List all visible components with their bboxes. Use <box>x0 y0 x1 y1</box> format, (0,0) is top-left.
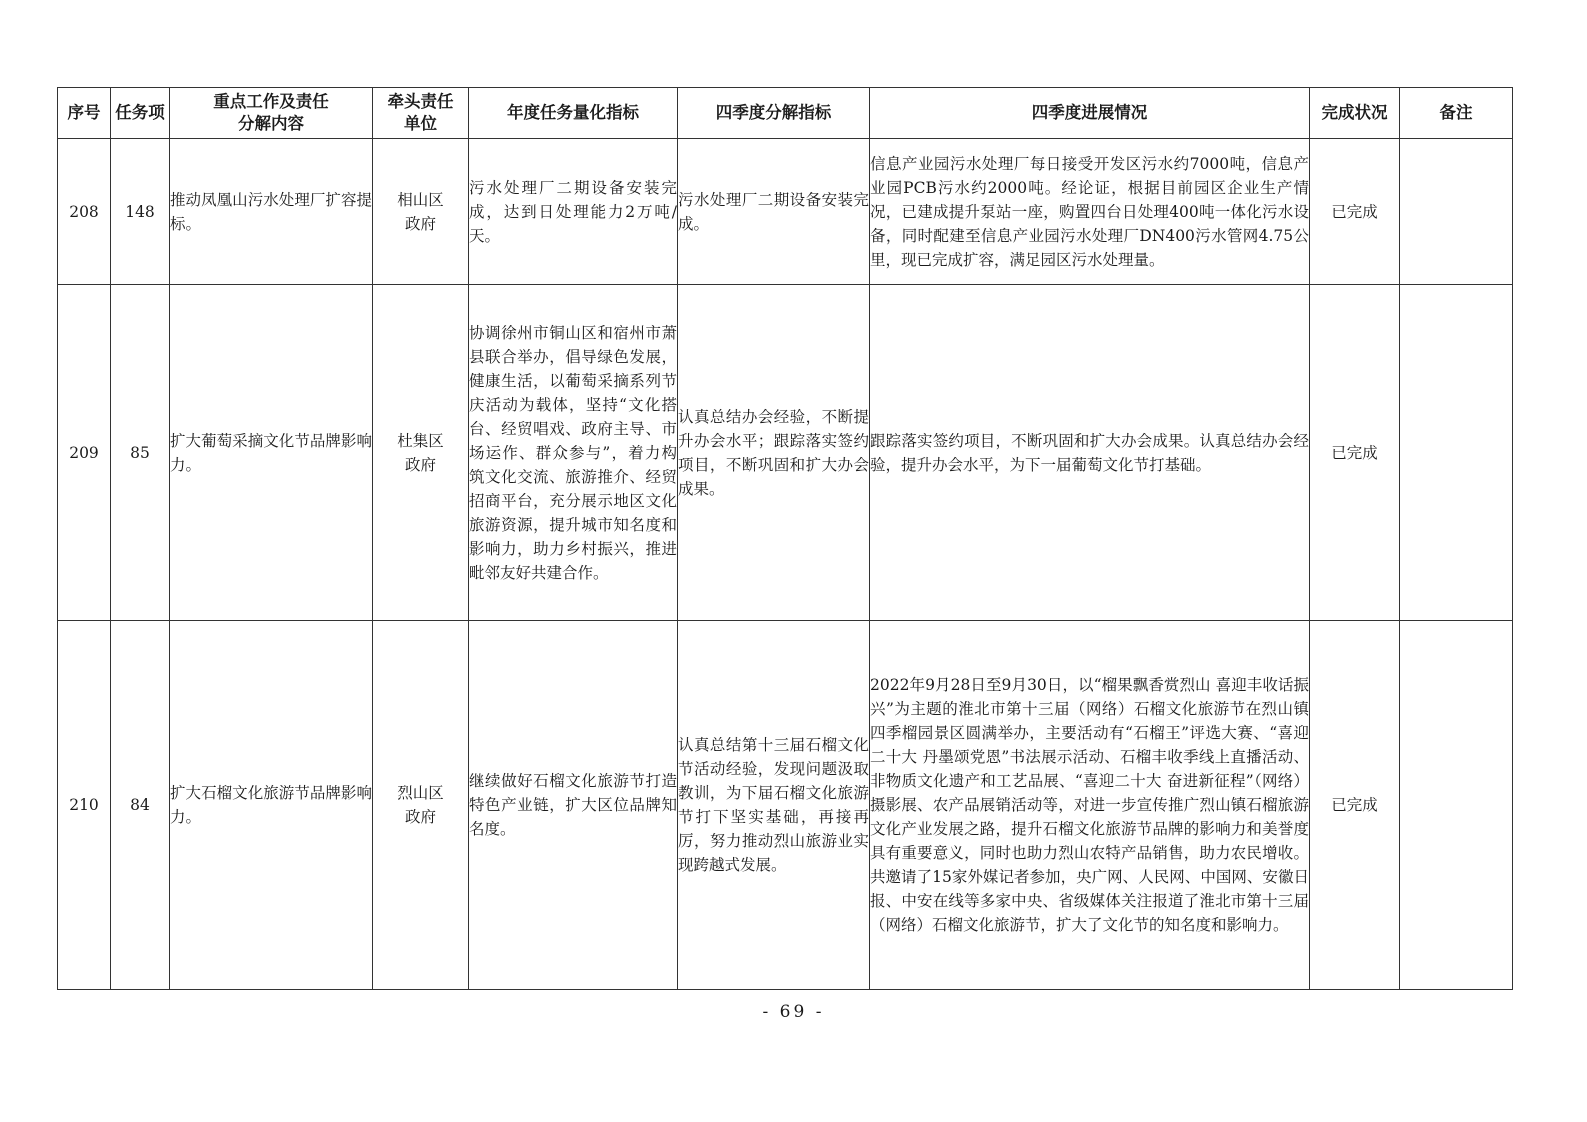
cell-remark <box>1400 139 1513 285</box>
cell-work: 扩大葡萄采摘文化节品牌影响力。 <box>170 285 373 621</box>
work-progress-table <box>57 87 1513 990</box>
header-seq: 序号 <box>58 88 111 139</box>
cell-q4-target: 认真总结办会经验，不断提升办会水平；跟踪落实签约项目，不断巩固和扩大办会成果。 <box>678 285 870 621</box>
header-work-line2: 分解内容 <box>238 114 304 133</box>
header-lead-line1: 牵头责任 <box>387 92 454 111</box>
header-work-line1: 重点工作及责任 <box>213 92 329 111</box>
cell-q4-progress: 信息产业园污水处理厂每日接受开发区污水约7000吨，信息产业园PCB污水约2000吨。经论证，根据目前园区企业生产情况，已建成提升泵站一座，购置四台日处理400吨一体化污水设备，同时配建至信息产业园污水处理厂DN400污水管网4.75公里，现已完成扩容，满足园区污水处理量。 <box>870 139 1310 285</box>
header-q4-target: 四季度分解指标 <box>678 88 870 139</box>
cell-q4-progress: 跟踪落实签约项目，不断巩固和扩大办会成果。认真总结办会经验，提升办会水平，为下一届葡萄文化节打基础。 <box>870 285 1310 621</box>
lead-unit-line1: 相山区 <box>397 190 444 209</box>
cell-q4-target: 污水处理厂二期设备安装完成。 <box>678 139 870 285</box>
header-status: 完成状况 <box>1310 88 1400 139</box>
cell-annual-target: 继续做好石榴文化旅游节打造特色产业链，扩大区位品牌知名度。 <box>469 621 678 990</box>
header-task: 任务项 <box>111 88 170 139</box>
cell-work: 推动凤凰山污水处理厂扩容提标。 <box>170 139 373 285</box>
cell-lead-unit <box>373 621 469 990</box>
cell-status: 已完成 <box>1310 621 1400 990</box>
cell-annual-target: 污水处理厂二期设备安装完成，达到日处理能力2万吨/天。 <box>469 139 678 285</box>
lead-unit-line2: 政府 <box>404 455 436 474</box>
cell-task: 85 <box>111 285 170 621</box>
lead-unit-line1: 杜集区 <box>397 431 444 450</box>
page-number: - 69 - <box>762 1002 825 1022</box>
cell-work: 扩大石榴文化旅游节品牌影响力。 <box>170 621 373 990</box>
cell-task: 148 <box>111 139 170 285</box>
cell-lead-unit <box>373 285 469 621</box>
cell-seq: 209 <box>58 285 111 621</box>
cell-annual-target: 协调徐州市铜山区和宿州市萧县联合举办，倡导绿色发展，健康生活，以葡萄采摘系列节庆活动为载体，坚持“文化搭台、经贸唱戏、政府主导、市场运作、群众参与”，着力构筑文化交流、旅游推介、经贸招商平台，充分展示地区文化旅游资源，提升城市知名度和影响力，助力乡村振兴，推进毗邻友好共建合作。 <box>469 285 678 621</box>
cell-lead-unit <box>373 139 469 285</box>
header-lead-unit <box>373 88 469 139</box>
cell-seq: 208 <box>58 139 111 285</box>
lead-unit-line1: 烈山区 <box>397 784 444 802</box>
table-row <box>58 285 1513 621</box>
cell-seq: 210 <box>58 621 111 990</box>
header-lead-line2: 单位 <box>404 114 437 133</box>
cell-q4-progress: 2022年9月28日至9月30日，以“榴果飘香赏烈山 喜迎丰收话振兴”为主题的淮北市第十三届（网络）石榴文化旅游节在烈山镇四季榴园景区圆满举办，主要活动有“石榴王”评选大赛、“喜迎二十大 丹墨颂党恩”书法展示活动、石榴丰收季线上直播活动、非物质文化遗产和工艺品展、“喜迎二十大 奋进新征程”（网络）摄影展、农产品展销活动等，对进一步宣传推广烈山镇石榴旅游文化产业发展之路，提升石榴文化旅游节品牌的影响力和美誉度具有重要意义，同时也助力烈山农特产品销售，助力农民增收。共邀请了15家外媒记者参加，央广网、人民网、中国网、安徽日报、中安在线等多家中央、省级媒体关注报道了淮北市第十三届（网络）石榴文化旅游节，扩大了文化节的知名度和影响力。 <box>870 621 1310 990</box>
cell-remark <box>1400 285 1513 621</box>
cell-task: 84 <box>111 621 170 990</box>
header-work <box>170 88 373 139</box>
cell-q4-target: 认真总结第十三届石榴文化节活动经验，发现问题汲取教训，为下届石榴文化旅游节打下坚实基础，再接再厉，努力推动烈山旅游业实现跨越式发展。 <box>678 621 870 990</box>
cell-status: 已完成 <box>1310 285 1400 621</box>
table-row <box>58 139 1513 285</box>
header-annual-target: 年度任务量化指标 <box>469 88 678 139</box>
lead-unit-line2: 政府 <box>404 214 436 233</box>
header-q4-progress: 四季度进展情况 <box>870 88 1310 139</box>
lead-unit-line2: 政府 <box>404 808 436 826</box>
header-row <box>58 88 1513 139</box>
header-remark: 备注 <box>1400 88 1513 139</box>
table-row <box>58 621 1513 990</box>
cell-remark <box>1400 621 1513 990</box>
cell-status: 已完成 <box>1310 139 1400 285</box>
